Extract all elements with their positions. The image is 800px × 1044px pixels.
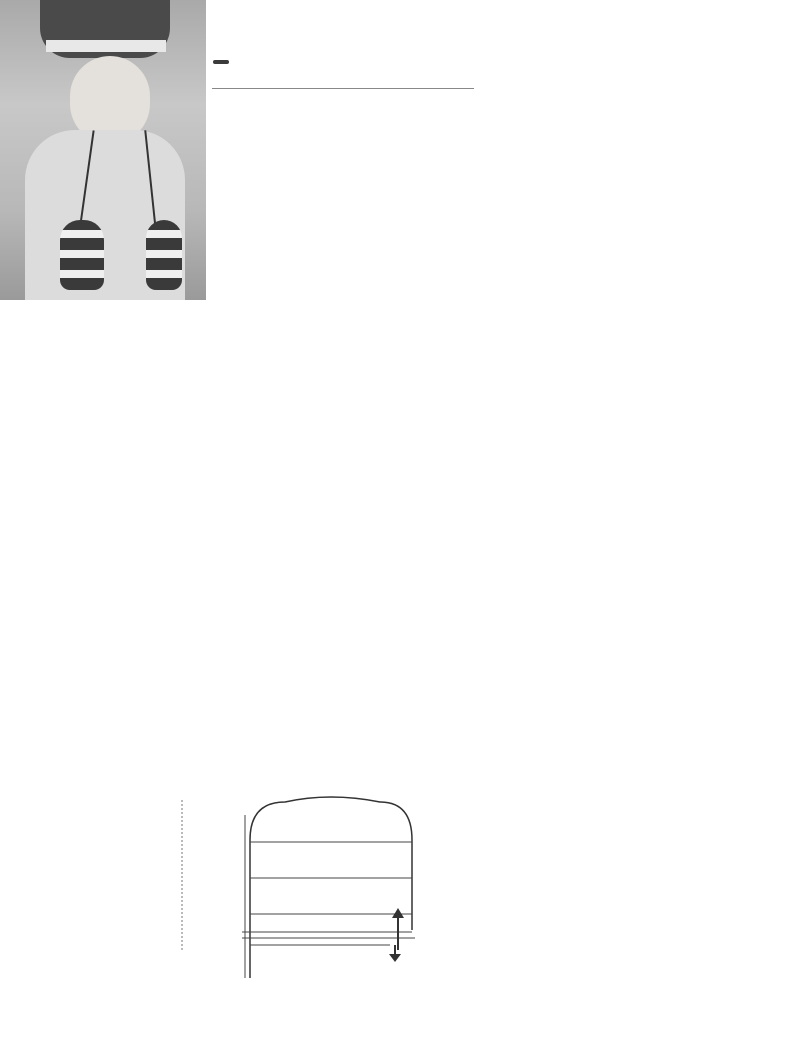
hat-schematic: [150, 780, 430, 980]
crochet-chart: [460, 310, 800, 980]
page-ref-badge: [213, 60, 229, 64]
photo: [0, 0, 206, 300]
header-rule: [212, 88, 474, 89]
